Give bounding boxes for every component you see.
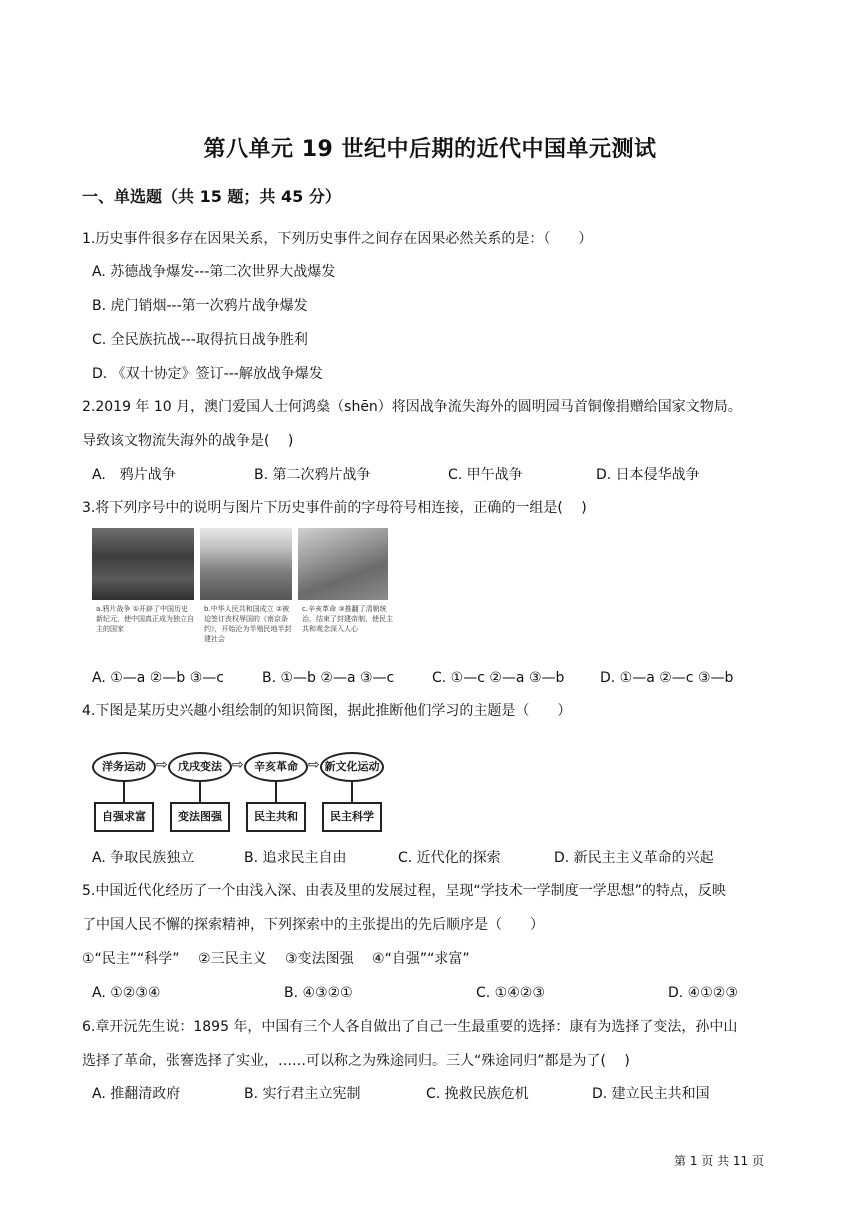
- q6-options: [92, 1085, 792, 1103]
- q2-option-d[interactable]: D. 日本侵华战争: [596, 467, 700, 483]
- q4-options: [92, 849, 792, 867]
- q4-option-b[interactable]: B. 追求民主自由: [244, 850, 347, 866]
- connector-line: [123, 781, 125, 802]
- q3-option-d[interactable]: D. ①—a ②—c ③—b: [600, 670, 734, 686]
- arrow-right-icon: ⇨: [308, 757, 320, 773]
- q5-option-b[interactable]: B. ④③②①: [284, 985, 353, 1001]
- diagram-box-2: 变法图强: [170, 802, 230, 832]
- page-footer: 第 1 页 共 11 页: [674, 1154, 764, 1168]
- arrow-right-icon: ⇨: [232, 757, 244, 773]
- q5-stem-line1: 5.中国近代化经历了一个由浅入深、由表及里的发展过程，呈现“学技术一学制度一学思想”的特点，反映: [82, 883, 726, 899]
- q4-stem: 4.下图是某历史兴趣小组绘制的知识简图，据此推断他们学习的主题是（ ）: [82, 703, 572, 719]
- photo-caption-c: c.辛亥革命 ③推翻了清朝统治，结束了封建帝制，使民主共和观念深入人心: [302, 605, 393, 633]
- page-title: 第八单元 19 世纪中后期的近代中国单元测试: [203, 137, 657, 162]
- connector-line: [199, 781, 201, 802]
- section-heading: 一、单选题（共 15 题；共 45 分）: [82, 187, 341, 206]
- q1-option-d[interactable]: D. 《双十协定》签订---解放战争爆发: [92, 366, 323, 382]
- q1-option-b[interactable]: B. 虎门销烟---第一次鸦片战争爆发: [92, 298, 308, 314]
- q3-option-c[interactable]: C. ①—c ②—a ③—b: [432, 670, 565, 686]
- diagram-node-3: 辛亥革命: [244, 752, 308, 782]
- q5-option-c[interactable]: C. ①④②③: [476, 985, 545, 1001]
- q1-stem: 1.历史事件很多存在因果关系，下列历史事件之间存在因果必然关系的是：（ ）: [82, 231, 593, 247]
- q6-stem-line1: 6.章开沅先生说：1895 年，中国有三个人各自做出了自己一生最重要的选择：康有为选择了变法，孙中山: [82, 1019, 738, 1035]
- q1-option-c[interactable]: C. 全民族抗战---取得抗日战争胜利: [92, 332, 308, 348]
- arrow-right-icon: ⇨: [156, 757, 168, 773]
- q3-option-a[interactable]: A. ①—a ②—b ③—c: [92, 670, 224, 686]
- q5-option-d[interactable]: D. ④①②③: [668, 985, 738, 1001]
- q3-photo-strip: [92, 528, 412, 656]
- q2-option-a[interactable]: A. 鸦片战争: [92, 467, 176, 483]
- q2-option-c[interactable]: C. 甲午战争: [448, 467, 523, 483]
- opium-war-photo: [92, 528, 194, 600]
- connector-line: [351, 781, 353, 802]
- diagram-node-1: 洋务运动: [92, 752, 156, 782]
- q4-option-a[interactable]: A. 争取民族独立: [92, 850, 195, 866]
- q2-stem-line2: 导致该文物流失海外的战争是( ): [82, 433, 294, 449]
- q6-option-a[interactable]: A. 推翻清政府: [92, 1086, 181, 1102]
- diagram-node-2: 戊戌变法: [168, 752, 232, 782]
- q2-option-b[interactable]: B. 第二次鸦片战争: [254, 467, 371, 483]
- q5-option-a[interactable]: A. ①②③④: [92, 985, 161, 1001]
- q6-stem-line2: 选择了革命，张謇选择了实业，……可以称之为殊途同归。三人“殊途同归”都是为了( ): [82, 1053, 630, 1069]
- diagram-box-3: 民主共和: [246, 802, 306, 832]
- q5-stem-line2: 了中国人民不懈的探索精神，下列探索中的主张提出的先后顺序是（ ）: [82, 917, 544, 933]
- q4-option-c[interactable]: C. 近代化的探索: [398, 850, 501, 866]
- q2-stem-line1: 2.2019 年 10 月，澳门爱国人士何鸿燊（shēn）将因战争流失海外的圆明园马首铜像捐赠给国家文物局。: [82, 399, 742, 415]
- photo-caption-a: a.鸦片战争 ①开辟了中国历史新纪元，使中国真正成为独立自主的国家: [96, 605, 194, 633]
- q3-options: [92, 669, 792, 687]
- connector-line: [275, 781, 277, 802]
- diagram-node-4: 新文化运动: [320, 752, 384, 782]
- xinhai-revolution-photo: [298, 528, 388, 600]
- prc-founding-photo: [200, 528, 292, 600]
- q5-items: ①“民主”“科学” ②三民主义 ③变法图强 ④“自强”“求富”: [82, 951, 470, 967]
- q3-option-b[interactable]: B. ①—b ②—a ③—c: [262, 670, 395, 686]
- knowledge-diagram: [92, 752, 392, 832]
- q5-options: [92, 984, 792, 1002]
- q6-option-d[interactable]: D. 建立民主共和国: [592, 1086, 710, 1102]
- photo-caption-b: b.中华人民共和国成立 ②被迫签订丧权辱国的《南京条约》，开始沦为半殖民地半封建社会: [204, 605, 292, 643]
- diagram-box-1: 自强求富: [94, 802, 154, 832]
- q6-option-b[interactable]: B. 实行君主立宪制: [244, 1086, 361, 1102]
- q2-options: [92, 466, 792, 484]
- diagram-box-4: 民主科学: [322, 802, 382, 832]
- q1-option-a[interactable]: A. 苏德战争爆发---第二次世界大战爆发: [92, 264, 336, 280]
- q4-option-d[interactable]: D. 新民主主义革命的兴起: [554, 850, 714, 866]
- q3-stem: 3.将下列序号中的说明与图片下历史事件前的字母符号相连接，正确的一组是( ): [82, 500, 587, 516]
- q6-option-c[interactable]: C. 挽救民族危机: [426, 1086, 529, 1102]
